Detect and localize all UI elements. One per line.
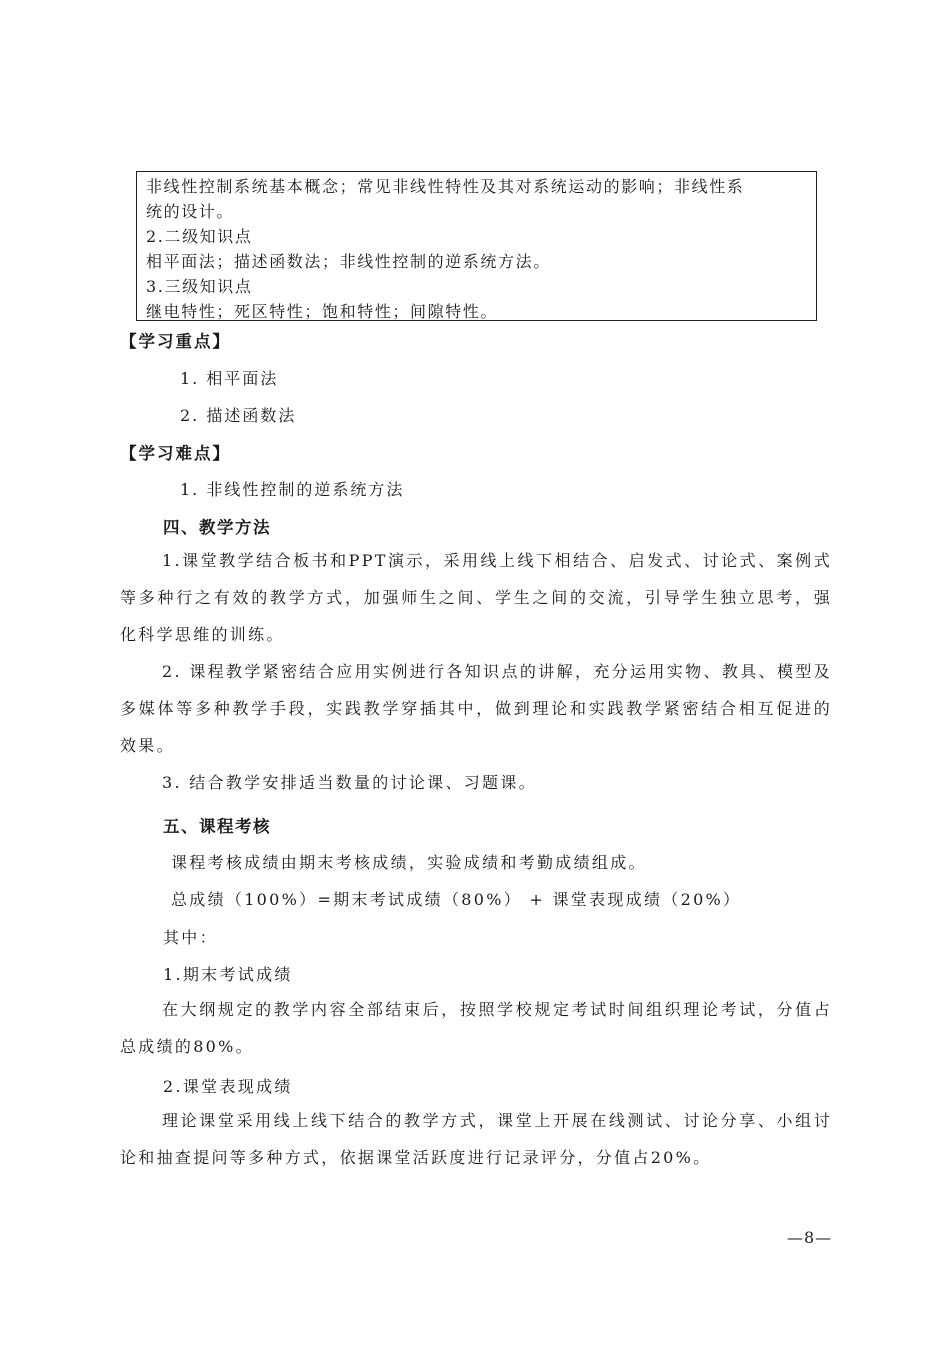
class-performance-text: 理论课堂采用线上线下结合的教学方式，课堂上开展在线测试、讨论分享、小组讨论和抽查提问等多种方式，依据课堂活跃度进行记录评分，分值占20%。 [120, 1111, 832, 1167]
final-exam-text: 在大纲规定的教学内容全部结束后，按照学校规定考试时间组织理论考试，分值占总成绩的80%。 [120, 1000, 832, 1056]
teaching-methods-heading: 四、教学方法 [163, 518, 271, 537]
knowledge-line-1: 非线性控制系统基本概念；常见非线性特性及其对系统运动的影响；非线性系 [146, 177, 745, 196]
level3-title: 3.三级知识点 [146, 277, 253, 296]
level2-content: 相平面法；描述函数法；非线性控制的逆系统方法。 [146, 252, 551, 271]
teaching-method-paragraph: 1.课堂教学结合板书和PPT演示，采用线上线下相结合、启发式、讨论式、案例式等多种行之有效的教学方式，加强师生之间、学生之间的交流，引导学生独立思考，强化科学思维的训练。 [120, 551, 832, 644]
teaching-method-paragraph: 2. 课程教学紧密结合应用实例进行各知识点的讲解，充分运用实物、教具、模型及多媒体等多种教学手段，实践教学穿插其中，做到理论和实践教学紧密结合相互促进的效果。 [120, 662, 832, 755]
level3-content: 继电特性；死区特性；饱和特性；间隙特性。 [146, 302, 499, 321]
key-point-item: 1. 相平面法 [180, 369, 279, 388]
difficult-point-item: 1. 非线性控制的逆系统方法 [180, 480, 405, 499]
key-point-item: 2. 描述函数法 [180, 406, 297, 425]
among-label: 其中： [163, 928, 218, 947]
key-points-heading: 【学习重点】 [120, 332, 231, 351]
final-exam-title: 1.期末考试成绩 [163, 965, 293, 984]
grade-formula: 总成绩（100%）=期末考试成绩（80%） + 课堂表现成绩（20%） [171, 890, 742, 909]
assessment-heading: 五、课程考核 [163, 817, 271, 836]
knowledge-line-2: 统的设计。 [146, 202, 235, 221]
assessment-intro: 课程考核成绩由期末考核成绩，实验成绩和考勤成绩组成。 [171, 853, 647, 872]
teaching-method-paragraph: 3. 结合教学安排适当数量的讨论课、习题课。 [162, 773, 537, 792]
class-performance-title: 2.课堂表现成绩 [163, 1077, 293, 1096]
page-number: —8— [787, 1228, 833, 1247]
level2-title: 2.二级知识点 [146, 227, 253, 246]
knowledge-points-box [136, 171, 817, 321]
difficult-points-heading: 【学习难点】 [120, 444, 231, 463]
